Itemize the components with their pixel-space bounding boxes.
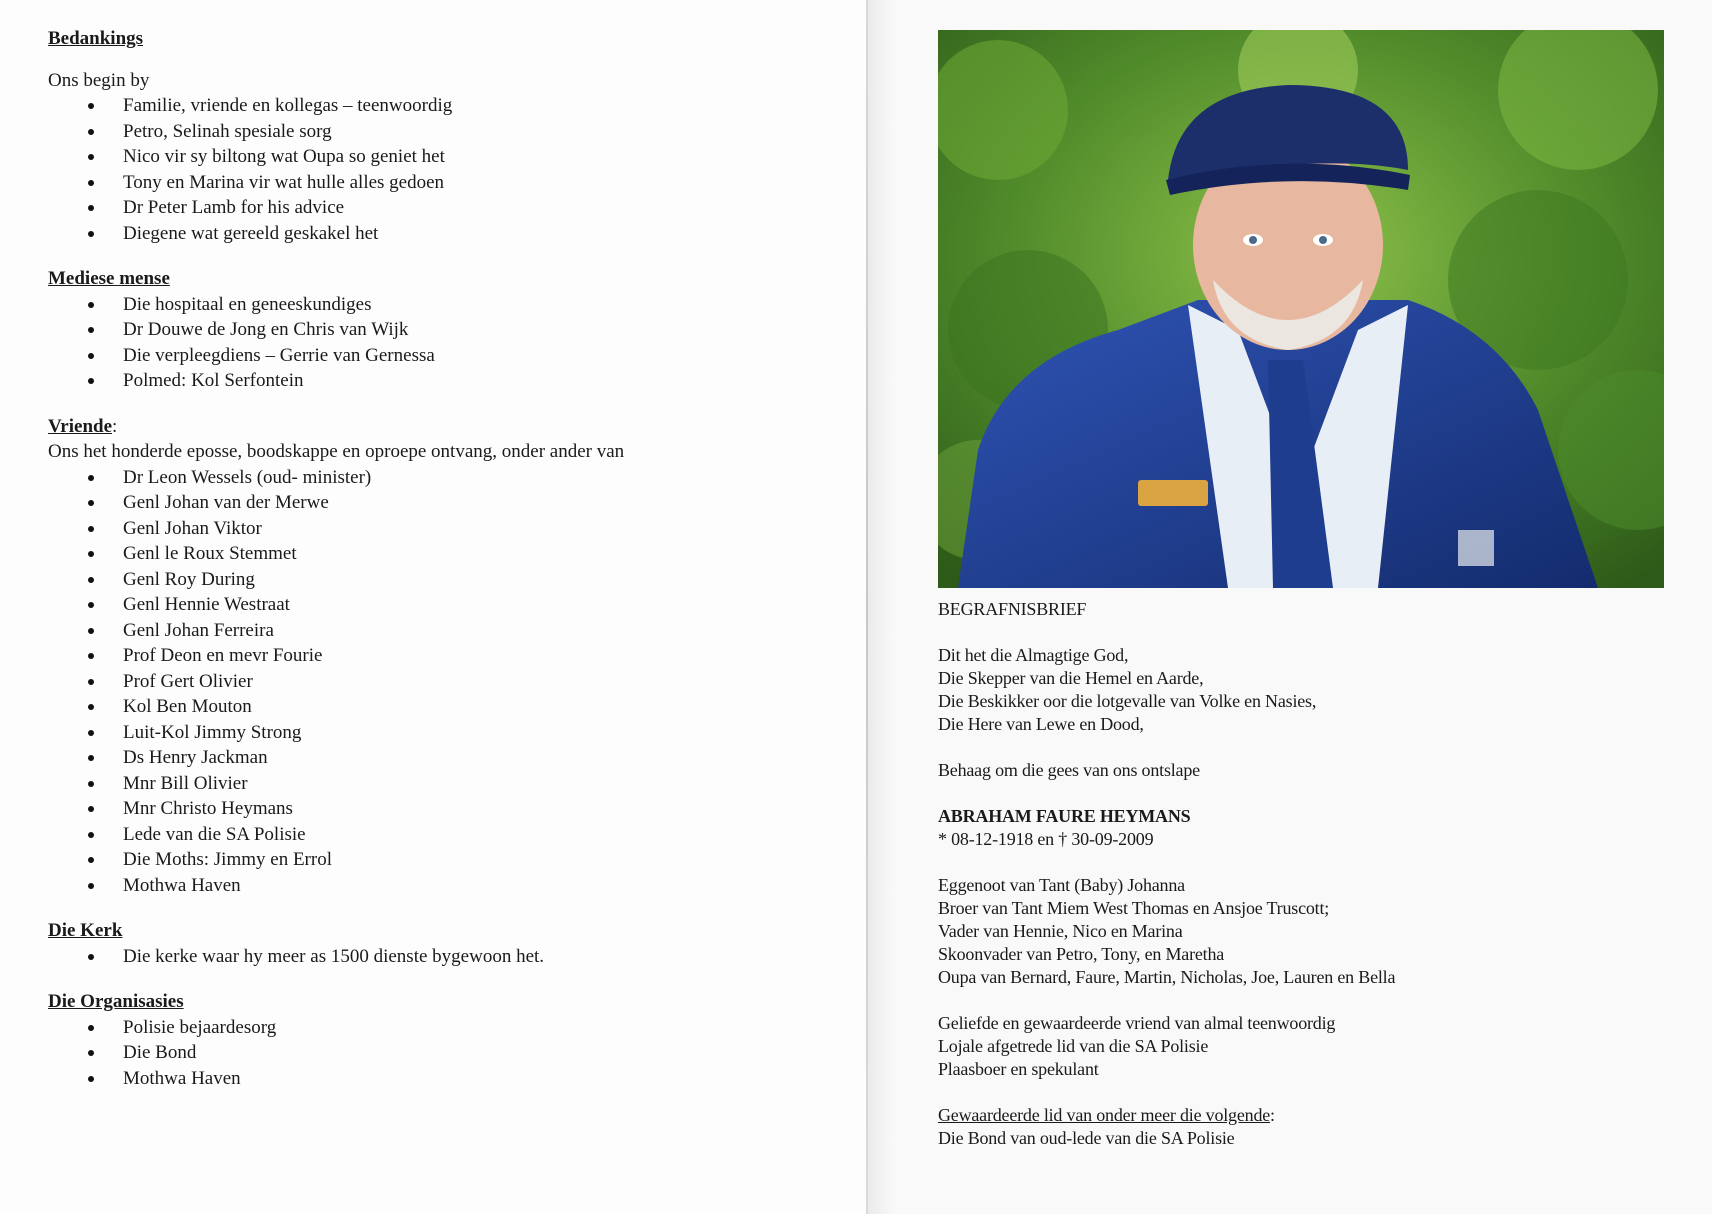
list-item-text: Die verpleegdiens – Gerrie van Gernessa bbox=[123, 344, 435, 366]
acknowledgements-list bbox=[48, 93, 848, 246]
list-item-text: Ds Henry Jackman bbox=[123, 747, 268, 768]
organisations-heading: Die Organisasies bbox=[48, 991, 184, 1012]
bullet-icon bbox=[88, 832, 94, 838]
list-item bbox=[48, 745, 848, 771]
medical-list bbox=[48, 292, 848, 394]
bullet-icon bbox=[88, 154, 94, 160]
list-item bbox=[48, 669, 848, 695]
list-item-text: Kol Ben Mouton bbox=[123, 696, 252, 717]
list-item bbox=[48, 221, 848, 247]
bullet-icon bbox=[88, 378, 94, 384]
bullet-icon bbox=[88, 475, 94, 481]
list-item-text: Tony en Marina vir wat hulle alles gedoen bbox=[123, 171, 445, 193]
list-item-text: Petro, Selinah spesiale sorg bbox=[123, 120, 332, 142]
bullet-icon bbox=[88, 180, 94, 186]
life-dates: * 08-12-1918 en † 30-09-2009 bbox=[938, 829, 1154, 849]
list-item bbox=[48, 567, 848, 593]
list-item bbox=[48, 516, 848, 542]
member-list bbox=[938, 1127, 1678, 1150]
list-item bbox=[48, 720, 848, 746]
roles-list bbox=[938, 1012, 1678, 1081]
bullet-icon bbox=[88, 1076, 94, 1082]
text-line: Eggenoot van Tant (Baby) Johanna bbox=[938, 875, 1185, 895]
member-heading-line bbox=[938, 1104, 1678, 1127]
list-item-text: Die Bond bbox=[123, 1042, 197, 1063]
list-item-text: Nico vir sy biltong wat Oupa so geniet het bbox=[123, 146, 445, 167]
list-item-text: Polisie bejaardesorg bbox=[123, 1016, 277, 1038]
list-item-text: Genl Hennie Westraat bbox=[123, 594, 290, 615]
friends-heading-line bbox=[48, 414, 848, 440]
bullet-icon bbox=[88, 353, 94, 359]
bullet-icon bbox=[88, 806, 94, 812]
text-line: Oupa van Bernard, Faure, Martin, Nicholas, Joe, Lauren en Bella bbox=[938, 967, 1396, 987]
bullet-icon bbox=[88, 755, 94, 761]
bullet-icon bbox=[88, 526, 94, 532]
bullet-icon bbox=[88, 1025, 94, 1031]
list-item bbox=[48, 317, 848, 343]
list-item-text: Mothwa Haven bbox=[123, 1067, 241, 1089]
text-line: Broer van Tant Miem West Thomas en Ansjoe Truscott; bbox=[938, 898, 1330, 918]
list-item-text: Mnr Bill Olivier bbox=[123, 772, 248, 794]
fold-shadow bbox=[868, 0, 894, 1214]
text-line: Lojale afgetrede lid van die SA Polisie bbox=[938, 1036, 1209, 1056]
text-line: Die Here van Lewe en Dood, bbox=[938, 714, 1144, 734]
funeral-letter bbox=[938, 598, 1678, 1150]
opening-stanza bbox=[938, 644, 1678, 736]
list-item bbox=[48, 873, 848, 899]
list-item bbox=[48, 144, 848, 170]
list-item-text: Mnr Christo Heymans bbox=[123, 798, 293, 819]
bullet-icon bbox=[88, 730, 94, 736]
member-heading: Gewaardeerde lid van onder meer die volgende bbox=[938, 1105, 1271, 1125]
bullet-icon bbox=[88, 628, 94, 634]
friends-list bbox=[48, 465, 848, 899]
bullet-icon bbox=[88, 231, 94, 237]
bullet-icon bbox=[88, 679, 94, 685]
list-item bbox=[48, 643, 848, 669]
member-heading-colon: : bbox=[1270, 1105, 1275, 1125]
church-heading: Die Kerk bbox=[48, 920, 123, 941]
friends-intro: Ons het honderde eposse, boodskappe en oproepe ontvang, onder ander van bbox=[48, 441, 625, 462]
list-item bbox=[48, 592, 848, 618]
list-item bbox=[48, 170, 848, 196]
text-line: Dit het die Almagtige God, bbox=[938, 645, 1129, 665]
list-item bbox=[48, 618, 848, 644]
deceased-name: ABRAHAM FAURE HEYMANS bbox=[938, 806, 1191, 826]
funeral-letter-title: BEGRAFNISBRIEF bbox=[938, 599, 1087, 619]
list-item bbox=[48, 944, 848, 970]
bullet-icon bbox=[88, 704, 94, 710]
list-item-text: Dr Peter Lamb for his advice bbox=[123, 197, 345, 218]
list-item-text: Luit-Kol Jimmy Strong bbox=[123, 721, 302, 743]
list-item-text: Genl Johan Ferreira bbox=[123, 619, 274, 641]
list-item bbox=[48, 343, 848, 369]
list-item-text: Dr Leon Wessels (oud- minister) bbox=[123, 466, 372, 488]
list-item-text: Mothwa Haven bbox=[123, 874, 241, 896]
bullet-icon bbox=[88, 551, 94, 557]
text-line: Skoonvader van Petro, Tony, en Maretha bbox=[938, 944, 1225, 964]
text-line: Die Bond van oud-lede van die SA Polisie bbox=[938, 1128, 1235, 1148]
list-item bbox=[48, 796, 848, 822]
list-item-text: Prof Gert Olivier bbox=[123, 670, 253, 692]
list-item bbox=[48, 694, 848, 720]
bullet-icon bbox=[88, 577, 94, 583]
text-line: Geliefde en gewaardeerde vriend van almal teenwoordig bbox=[938, 1013, 1336, 1033]
family-relations bbox=[938, 874, 1678, 989]
list-item-text: Polmed: Kol Serfontein bbox=[123, 370, 304, 391]
acknowledgements-column bbox=[48, 26, 848, 1091]
bullet-icon bbox=[88, 205, 94, 211]
list-item-text: Genl le Roux Stemmet bbox=[123, 543, 297, 564]
list-item bbox=[48, 822, 848, 848]
list-item-text: Lede van die SA Polisie bbox=[123, 823, 306, 845]
list-item-text: Familie, vriende en kollegas – teenwoordig bbox=[123, 95, 453, 116]
text-line: Vader van Hennie, Nico en Marina bbox=[938, 921, 1183, 941]
portrait-photo bbox=[938, 30, 1664, 588]
list-item-text: Die Moths: Jimmy en Errol bbox=[123, 849, 332, 870]
bullet-icon bbox=[88, 327, 94, 333]
list-item-text: Genl Johan Viktor bbox=[123, 517, 262, 539]
list-item bbox=[48, 93, 848, 119]
medical-heading: Mediese mense bbox=[48, 268, 170, 289]
list-item bbox=[48, 1040, 848, 1066]
list-item bbox=[48, 195, 848, 221]
bullet-icon bbox=[88, 781, 94, 787]
bullet-icon bbox=[88, 883, 94, 889]
list-item bbox=[48, 119, 848, 145]
bullet-icon bbox=[88, 954, 94, 960]
list-item bbox=[48, 292, 848, 318]
organisations-list bbox=[48, 1015, 848, 1092]
text-line: Plaasboer en spekulant bbox=[938, 1059, 1099, 1079]
acknowledgements-intro: Ons begin by bbox=[48, 69, 150, 91]
list-item-text: Genl Roy During bbox=[123, 568, 255, 590]
list-item bbox=[48, 1066, 848, 1092]
bullet-icon bbox=[88, 129, 94, 135]
text-line: Die Skepper van die Hemel en Aarde, bbox=[938, 668, 1204, 688]
text-line: Die Beskikker oor die lotgevalle van Volke en Nasies, bbox=[938, 691, 1317, 711]
list-item-text: Prof Deon en mevr Fourie bbox=[123, 645, 323, 666]
bullet-icon bbox=[88, 1050, 94, 1056]
list-item bbox=[48, 368, 848, 394]
portrait-illustration bbox=[938, 30, 1664, 588]
bullet-icon bbox=[88, 103, 94, 109]
list-item bbox=[48, 1015, 848, 1041]
friends-heading-colon: : bbox=[112, 415, 118, 437]
list-item bbox=[48, 465, 848, 491]
bullet-icon bbox=[88, 653, 94, 659]
list-item-text: Dr Douwe de Jong en Chris van Wijk bbox=[123, 319, 409, 340]
friends-heading: Vriende bbox=[48, 415, 113, 437]
list-item bbox=[48, 490, 848, 516]
pleased-line: Behaag om die gees van ons ontslape bbox=[938, 760, 1200, 780]
bullet-icon bbox=[88, 857, 94, 863]
list-item bbox=[48, 847, 848, 873]
bullet-icon bbox=[88, 602, 94, 608]
bullet-icon bbox=[88, 302, 94, 308]
church-list bbox=[48, 944, 848, 970]
list-item-text: Diegene wat gereeld geskakel het bbox=[123, 222, 379, 244]
list-item-text: Die hospitaal en geneeskundiges bbox=[123, 293, 372, 315]
list-item-text: Die kerke waar hy meer as 1500 dienste bygewoon het. bbox=[123, 945, 545, 967]
bullet-icon bbox=[88, 500, 94, 506]
list-item bbox=[48, 541, 848, 567]
acknowledgements-heading: Bedankings bbox=[48, 28, 144, 49]
list-item bbox=[48, 771, 848, 797]
list-item-text: Genl Johan van der Merwe bbox=[123, 492, 329, 513]
